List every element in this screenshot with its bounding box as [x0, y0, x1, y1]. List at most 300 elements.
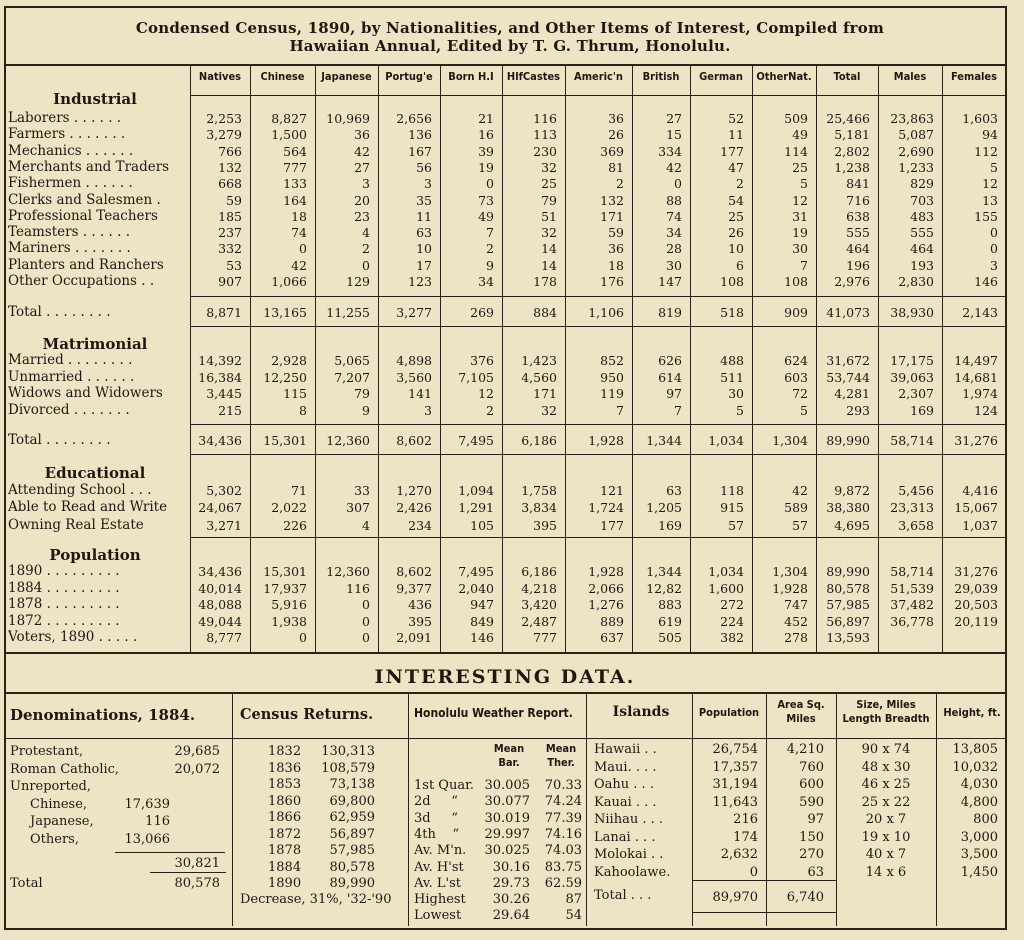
weather-ther: 77.39: [544, 810, 582, 826]
table-cell: 488: [720, 353, 744, 368]
total-cell: 31,276: [954, 433, 998, 448]
table-cell: 14,497: [954, 353, 998, 368]
table-cell: 2: [616, 176, 624, 192]
table-cell: 1,270: [396, 483, 432, 498]
weather-label: 4th “: [414, 826, 460, 842]
table-cell: 7: [800, 257, 808, 273]
total-cell: 12,360: [326, 433, 370, 448]
table-cell: 637: [600, 630, 624, 645]
header-rule: [190, 95, 1007, 96]
weather-bar: 30.16: [492, 859, 530, 875]
weather-ther: 70.33: [544, 778, 582, 793]
column-rule: [232, 692, 233, 926]
column-header: Females: [950, 70, 997, 83]
row-label: Divorced . . . . . . .: [8, 401, 130, 418]
table-cell: 1,304: [772, 564, 808, 579]
table-cell: 1,233: [898, 159, 934, 175]
island-name: Kauai . . .: [594, 794, 657, 810]
total-cell: 15,301: [263, 433, 307, 448]
census-value: 62,959: [329, 810, 375, 825]
table-cell: 5,181: [834, 127, 870, 143]
row-label: Clerks and Salesmen .: [8, 191, 161, 208]
table-cell: 114: [784, 143, 808, 159]
census-year: 1866: [268, 810, 302, 825]
table-cell: 603: [784, 369, 808, 385]
column-header: Americ'n: [574, 70, 623, 83]
row-label: Owning Real Estate: [8, 516, 144, 533]
table-cell: 59: [226, 192, 242, 208]
table-cell: 115: [283, 386, 307, 401]
table-cell: 79: [541, 192, 557, 208]
weather-ther: 74.24: [544, 794, 582, 810]
total-cell: 11,255: [326, 305, 370, 320]
table-cell: 113: [533, 127, 557, 143]
table-cell: 36: [608, 241, 624, 257]
table-cell: 376: [470, 353, 494, 368]
table-cell: 49: [792, 127, 808, 143]
denomination-subtotal: 30,821: [174, 856, 220, 871]
table-cell: 2,040: [458, 580, 494, 596]
weather-bar: 30.019: [484, 810, 530, 826]
table-cell: 4,281: [834, 386, 870, 401]
table-cell: 17: [416, 257, 432, 273]
table-cell: 915: [720, 500, 744, 516]
table-cell: 0: [990, 241, 998, 257]
weather-label: Av. H'st: [414, 859, 464, 875]
table-cell: 12: [478, 386, 494, 401]
table-cell: 226: [283, 517, 307, 533]
table-cell: 51: [541, 208, 557, 224]
table-cell: 63: [666, 483, 682, 498]
table-cell: 16: [478, 127, 494, 143]
table-cell: 136: [408, 127, 432, 143]
row-label: Farmers . . . . . . .: [8, 126, 126, 143]
table-cell: 26: [728, 225, 744, 241]
row-label: Merchants and Traders: [8, 158, 170, 175]
table-cell: 32: [541, 225, 557, 241]
section-divider: [4, 692, 1007, 694]
table-cell: 234: [408, 517, 432, 533]
column-rule: [408, 692, 409, 926]
table-cell: 176: [600, 274, 624, 289]
census-year: 1836: [268, 760, 302, 776]
table-cell: 30: [666, 257, 682, 273]
table-cell: 10,969: [326, 111, 370, 126]
table-cell: 0: [486, 176, 494, 192]
table-cell: 766: [218, 143, 242, 159]
table-cell: 57: [792, 517, 808, 533]
table-cell: 36: [608, 111, 624, 126]
table-cell: 3,658: [898, 517, 934, 533]
table-cell: 0: [362, 630, 370, 645]
table-cell: 564: [283, 143, 307, 159]
column-header: Portug'e: [385, 70, 433, 83]
table-cell: 11: [728, 127, 744, 143]
table-cell: 2,830: [898, 274, 934, 289]
table-cell: 624: [784, 353, 808, 368]
table-cell: 34: [478, 274, 494, 289]
table-cell: 293: [846, 402, 870, 418]
table-cell: 889: [600, 613, 624, 629]
table-cell: 395: [533, 517, 557, 533]
table-cell: 23: [354, 208, 370, 224]
census-value: 57,985: [329, 843, 375, 858]
table-cell: 37,482: [890, 597, 934, 612]
table-cell: 12,82: [646, 580, 682, 596]
table-cell: 829: [910, 176, 934, 192]
denomination-total-label: Total: [10, 876, 43, 891]
table-cell: 7,495: [458, 564, 494, 579]
table-cell: 116: [346, 580, 370, 596]
table-cell: 29,039: [954, 580, 998, 596]
table-cell: 196: [846, 257, 870, 273]
table-cell: 164: [283, 192, 307, 208]
island-population: 174: [733, 829, 758, 845]
table-cell: 108: [784, 274, 808, 289]
total-label: Total . . . . . . . .: [8, 304, 111, 320]
total-cell: 8,602: [396, 433, 432, 448]
table-cell: 193: [910, 257, 934, 273]
table-cell: 167: [408, 143, 432, 159]
row-label: Able to Read and Write: [8, 499, 168, 516]
total-cell: 6,186: [521, 433, 557, 448]
table-cell: 278: [784, 630, 808, 645]
table-cell: 2,656: [396, 111, 432, 126]
table-cell: 53: [226, 257, 242, 273]
island-size: 40 x 7: [865, 847, 907, 862]
table-cell: 4: [362, 225, 370, 241]
table-cell: 63: [416, 225, 432, 241]
table-cell: 0: [990, 225, 998, 241]
denomination-label: Unreported,: [10, 779, 91, 794]
table-cell: 5: [800, 176, 808, 192]
table-cell: 74: [291, 225, 307, 241]
table-cell: 35: [416, 192, 432, 208]
column-rule: [766, 692, 767, 926]
island-size: 46 x 25: [861, 777, 911, 792]
table-cell: 132: [218, 159, 242, 175]
table-cell: 224: [720, 613, 744, 629]
table-cell: 42: [354, 143, 370, 159]
weather-bar: 30.025: [484, 843, 530, 859]
island-population: 31,194: [712, 777, 758, 792]
table-cell: 907: [218, 274, 242, 289]
weather-label: 1st Quar.: [414, 778, 474, 793]
denomination-subvalue: 17,639: [124, 796, 170, 812]
table-cell: 589: [784, 500, 808, 516]
table-cell: 178: [533, 274, 557, 289]
table-cell: 17,175: [890, 353, 934, 368]
table-cell: 8,827: [271, 111, 307, 126]
table-cell: 3: [990, 257, 998, 273]
island-height: 3,500: [960, 847, 998, 862]
total-cell: 7,495: [458, 433, 494, 448]
row-label: 1890 . . . . . . . . .: [8, 563, 120, 579]
table-cell: 18: [608, 257, 624, 273]
table-cell: 26: [608, 127, 624, 143]
table-cell: 57,985: [826, 597, 870, 612]
table-cell: 15,301: [263, 564, 307, 579]
table-cell: 9: [362, 402, 370, 418]
table-cell: 1,276: [588, 597, 624, 612]
table-cell: 25,466: [826, 111, 870, 126]
column-header: Total: [833, 70, 861, 83]
total-cell: 3,277: [396, 305, 432, 320]
table-cell: 116: [533, 111, 557, 126]
denomination-label: Roman Catholic,: [10, 761, 120, 777]
section-rule: [190, 537, 1007, 538]
island-height: 4,800: [960, 794, 998, 810]
denomination-label: Protestant,: [10, 744, 84, 759]
denomination-label: Japanese,: [30, 814, 94, 829]
total-cell: 13,165: [263, 305, 307, 320]
population-heading: Population: [698, 706, 760, 719]
table-cell: 1,724: [588, 500, 624, 516]
table-cell: 14: [541, 241, 557, 257]
table-cell: 49: [478, 208, 494, 224]
table-cell: 30: [728, 386, 744, 401]
table-cell: 3,279: [206, 127, 242, 143]
table-cell: 1,037: [962, 517, 998, 533]
table-cell: 71: [291, 483, 307, 498]
table-cell: 171: [533, 386, 557, 401]
row-label: Planters and Ranchers: [8, 256, 164, 273]
table-cell: 39,063: [890, 369, 934, 385]
island-name: Molokai . .: [594, 847, 664, 862]
table-cell: 4,695: [834, 517, 870, 533]
section-title: Matrimonial: [42, 335, 148, 353]
table-cell: 14,681: [954, 369, 998, 385]
table-cell: 38,380: [826, 500, 870, 516]
table-cell: 121: [600, 483, 624, 498]
table-cell: 0: [362, 613, 370, 629]
area-heading: Area Sq. Miles: [777, 698, 825, 725]
census-year: 1860: [268, 793, 302, 809]
table-cell: 177: [720, 143, 744, 159]
total-cell: 909: [784, 305, 808, 320]
interesting-data-title: INTERESTING DATA.: [374, 666, 636, 688]
table-cell: 2,802: [834, 143, 870, 159]
row-label: 1884 . . . . . . . . .: [8, 579, 120, 596]
weather-ther: 74.03: [544, 843, 582, 859]
total-cell: 1,344: [646, 433, 682, 448]
total-cell: 1,928: [588, 433, 624, 448]
row-label: Voters, 1890 . . . . .: [8, 629, 138, 645]
column-rule: [586, 692, 587, 926]
island-area: 97: [807, 812, 824, 827]
table-cell: 3: [362, 176, 370, 192]
table-cell: 19: [792, 225, 808, 241]
islands-total-label: Total . . .: [594, 888, 652, 903]
table-cell: 94: [982, 127, 998, 143]
table-cell: 2,487: [521, 613, 557, 629]
row-label: Unmarried . . . . . .: [8, 368, 135, 385]
table-cell: 3,560: [396, 369, 432, 385]
census-value: 108,579: [321, 760, 375, 776]
total-label: Total . . . . . . . .: [8, 432, 111, 448]
table-cell: 5: [800, 402, 808, 418]
island-area: 150: [799, 829, 824, 845]
table-cell: 12: [982, 176, 998, 192]
table-cell: 177: [600, 517, 624, 533]
weather-bar: 29.73: [492, 875, 530, 891]
height-heading: Height, ft.: [943, 706, 1001, 719]
table-cell: 3,420: [521, 597, 557, 612]
island-size: 20 x 7: [865, 812, 907, 827]
table-cell: 9,872: [834, 483, 870, 498]
table-cell: 1,928: [772, 580, 808, 596]
column-header: British: [642, 70, 680, 83]
table-cell: 10: [416, 241, 432, 257]
table-cell: 10: [728, 241, 744, 257]
table-cell: 147: [658, 274, 682, 289]
table-cell: 626: [658, 353, 682, 368]
total-cell: 41,073: [826, 305, 870, 320]
table-cell: 334: [658, 143, 682, 159]
table-cell: 2,928: [271, 353, 307, 368]
weather-bar: 30.005: [484, 778, 530, 793]
table-cell: 2,976: [834, 274, 870, 289]
table-cell: 14: [541, 257, 557, 273]
table-cell: 555: [910, 225, 934, 241]
weather-label: 3d “: [414, 810, 458, 826]
weather-label: Highest: [414, 892, 466, 908]
table-cell: 1,034: [708, 564, 744, 579]
table-cell: 0: [362, 597, 370, 612]
table-cell: 20,119: [954, 613, 998, 629]
row-label: Married . . . . . . . .: [8, 352, 133, 368]
table-cell: 42: [666, 159, 682, 175]
table-cell: 57: [728, 517, 744, 533]
table-cell: 272: [720, 597, 744, 612]
table-cell: 12,360: [326, 564, 370, 579]
table-cell: 56: [416, 159, 432, 175]
census-value: 69,800: [329, 793, 375, 809]
row-label: Laborers . . . . . .: [8, 110, 122, 126]
total-rule: [692, 912, 836, 913]
table-cell: 25: [728, 208, 744, 224]
weather-ther: 87: [565, 892, 582, 908]
table-cell: 9: [486, 257, 494, 273]
table-cell: 1,974: [962, 386, 998, 401]
table-cell: 47: [728, 159, 744, 175]
island-name: Hawaii . .: [594, 742, 657, 757]
table-cell: 332: [218, 241, 242, 257]
table-cell: 614: [658, 369, 682, 385]
table-cell: 747: [784, 597, 808, 612]
row-label: Mechanics . . . . . .: [8, 142, 134, 159]
table-cell: 12: [792, 192, 808, 208]
header-rule: [4, 64, 1007, 66]
column-header: German: [699, 70, 743, 83]
census-returns-heading: Census Returns.: [240, 706, 374, 723]
table-cell: 703: [910, 192, 934, 208]
row-label: Attending School . . .: [8, 482, 152, 498]
table-cell: 237: [218, 225, 242, 241]
column-rule: [936, 692, 937, 926]
table-cell: 31,276: [954, 564, 998, 579]
table-cell: 124: [974, 402, 998, 418]
table-cell: 155: [974, 208, 998, 224]
islands-total-area: 6,740: [786, 890, 824, 905]
table-cell: 73: [478, 192, 494, 208]
table-cell: 23,313: [890, 500, 934, 516]
table-cell: 382: [720, 630, 744, 645]
column-header: Natives: [198, 70, 242, 83]
total-cell: 38,930: [890, 305, 934, 320]
census-value: 56,897: [329, 826, 375, 842]
island-size: 14 x 6: [865, 864, 907, 880]
table-cell: 32: [541, 402, 557, 418]
table-cell: 141: [408, 386, 432, 401]
title-line-1: Condensed Census, 1890, by Nationalities, and Other Items of Interest, Compiled from: [135, 19, 885, 37]
table-cell: 3: [424, 176, 432, 192]
table-cell: 6: [736, 257, 744, 273]
weather-bar: 29.997: [484, 826, 530, 842]
row-label: Teamsters . . . . . .: [8, 224, 131, 241]
row-label: Other Occupations . .: [8, 273, 155, 289]
island-height: 1,450: [960, 864, 998, 880]
table-cell: 2: [362, 241, 370, 257]
total-cell: 1,106: [588, 305, 624, 320]
island-height: 3,000: [960, 829, 998, 845]
table-cell: 88: [666, 192, 682, 208]
table-cell: 53,744: [826, 369, 870, 385]
table-cell: 947: [470, 597, 494, 612]
census-value: 80,578: [329, 859, 375, 875]
table-cell: 32: [541, 159, 557, 175]
table-cell: 6,186: [521, 564, 557, 579]
table-cell: 56,897: [826, 613, 870, 629]
table-cell: 13: [982, 192, 998, 208]
table-cell: 5,302: [206, 483, 242, 498]
table-cell: 0: [362, 257, 370, 273]
table-cell: 307: [346, 500, 370, 516]
total-cell: 34,436: [198, 433, 242, 448]
table-cell: 118: [720, 483, 744, 498]
total-cell: 518: [720, 305, 744, 320]
column-header: Born H.I: [448, 70, 494, 83]
table-cell: 2,253: [206, 111, 242, 126]
table-cell: 1,603: [962, 111, 998, 126]
island-population: 216: [733, 812, 758, 827]
total-cell: 2,143: [962, 305, 998, 320]
table-cell: 23,863: [890, 111, 934, 126]
table-cell: 171: [600, 208, 624, 224]
weather-label: Lowest: [414, 908, 462, 924]
total-rule: [150, 872, 226, 873]
table-cell: 8,777: [206, 630, 242, 645]
island-population: 17,357: [712, 759, 758, 775]
row-label: Mariners . . . . . . .: [8, 240, 131, 257]
total-cell: 8,871: [206, 305, 242, 320]
island-area: 600: [799, 777, 824, 792]
denomination-subvalue: 13,066: [124, 831, 170, 847]
size-heading: Size, Miles Length Breadth: [842, 698, 930, 725]
table-cell: 27: [666, 111, 682, 126]
table-cell: 40,014: [198, 580, 242, 596]
total-rule: [190, 424, 1007, 425]
table-cell: 4,416: [962, 483, 998, 498]
table-cell: 7: [486, 225, 494, 241]
title-line-2: Hawaiian Annual, Edited by T. G. Thrum, Honolulu.: [289, 37, 731, 55]
table-cell: 395: [408, 613, 432, 629]
table-cell: 81: [608, 159, 624, 175]
table-cell: 42: [291, 257, 307, 273]
table-cell: 112: [974, 143, 998, 159]
table-cell: 49,044: [198, 613, 242, 629]
table-cell: 39: [478, 143, 494, 159]
